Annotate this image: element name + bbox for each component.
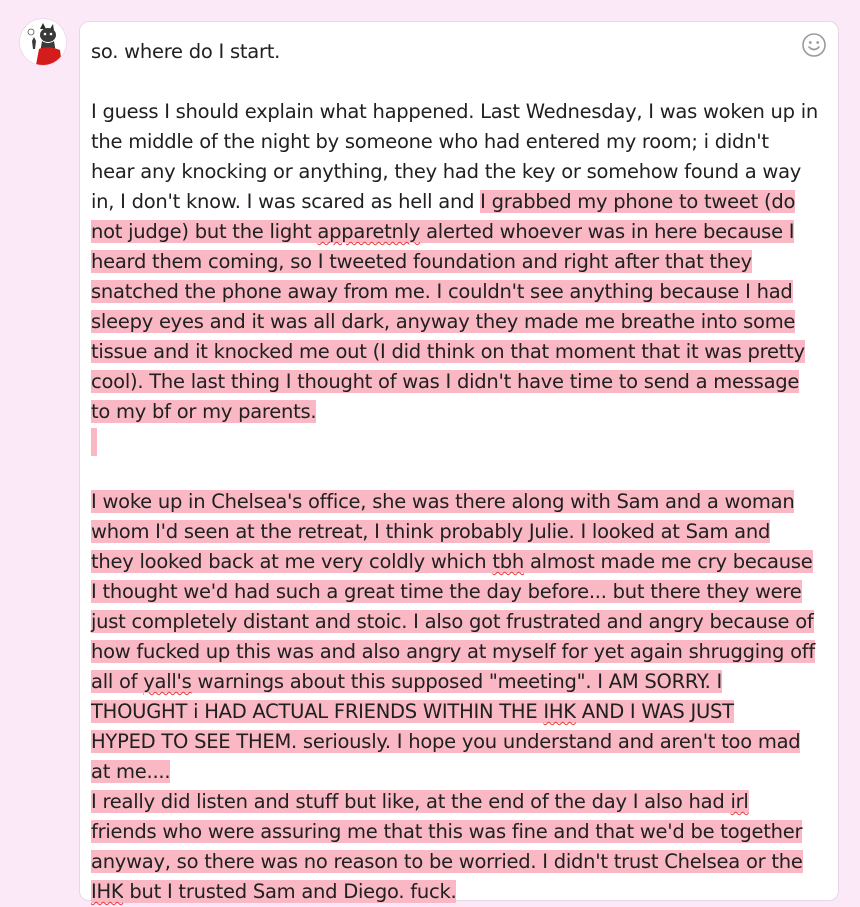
text-line [91,757,803,787]
highlighted-text: AND I WAS JUST [575,700,734,723]
text-line [91,427,803,457]
text-line [91,487,803,517]
misspelled-word: IHK [91,880,124,903]
post-body[interactable] [91,37,818,907]
highlighted-text: not judge) but the light [91,220,318,243]
misspelled-word: irl [730,790,749,813]
highlighted-text: HYPED TO SEE THEM. seriously. I hope you understand and aren't too mad [91,730,801,753]
text-line [91,697,803,727]
misspelled-word: tbh [492,550,525,573]
text-line [91,877,803,907]
highlighted-blank-line [91,428,97,456]
text-line [91,97,818,127]
text-line [91,667,803,697]
highlighted-text: sleepy eyes and it was all dark, anyway they made me breathe into some [91,310,796,333]
text-line [91,337,803,367]
text-line [91,607,814,637]
highlighted-text: to my bf or my parents. [91,400,317,423]
text-segment: so. where do I start. [91,40,281,63]
text-line [91,37,803,67]
highlighted-text: snatched the phone away from me. I couldn't see anything because I had [91,280,793,303]
text-line [91,187,803,217]
text-line [91,577,803,607]
highlighted-text: cool). The last thing I thought of was I didn't have time to send a message [91,370,800,393]
highlighted-text: whom I'd seen at the retreat, I think probably Julie. I looked at Sam and [91,520,771,543]
text-line [91,247,803,277]
highlighted-text: they looked back at me very coldly which [91,550,493,573]
highlighted-text: anyway, so there was no reason to be worried. I didn't trust Chelsea or the [91,850,803,873]
text-line [91,517,803,547]
text-line [91,397,803,427]
highlighted-text: all of [91,670,144,693]
text-line [91,547,813,577]
highlighted-text: tissue and it knocked me out (I did think on that moment that it was pretty [91,340,805,363]
misspelled-word: IHK [543,700,576,723]
text-segment: hear any knocking or anything, they had the key or somehow found a way [91,160,802,183]
misspelled-word: apparetnly [317,220,421,243]
text-line [91,727,803,757]
text-line [91,637,816,667]
post-card [79,21,839,901]
highlighted-text: I really did listen and stuff but like, at the end of the day I also had [91,790,731,813]
highlighted-text: heard them coming, so I tweeted foundation and right after that they [91,250,752,273]
text-line [91,67,803,97]
highlighted-text: at me.... [91,760,171,783]
text-line [91,217,803,247]
highlighted-text: THOUGHT i HAD ACTUAL FRIENDS WITHIN THE [91,700,544,723]
text-segment: in, I don't know. I was scared as hell and [91,190,481,213]
text-line [91,307,803,337]
highlighted-text: but I trusted Sam and Diego. fuck. [123,880,457,903]
highlighted-text: I thought we'd had such a great time the day before... but there they were [91,580,802,603]
highlighted-text: friends who were assuring me that this was fine and that we'd be together [91,820,803,843]
text-line [91,277,803,307]
avatar-image [20,19,66,65]
text-line [91,847,803,877]
highlighted-text: almost made me cry because [524,550,813,573]
highlighted-text: warnings about this supposed "meeting". I AM SORRY. I [191,670,723,693]
highlighted-text: I woke up in Chelsea's office, she was there along with Sam and a woman [91,490,795,513]
highlighted-text: just completely distant and stoic. I also got frustrated and angry because of [91,610,814,633]
text-line [91,817,803,847]
text-line [91,367,803,397]
text-line [91,157,803,187]
highlighted-text: how fucked up this was and also angry at myself for yet again shrugging off [91,640,816,663]
text-line [91,787,803,817]
text-line [91,457,803,487]
text-line [91,127,803,157]
text-segment: I guess I should explain what happened. Last Wednesday, I was woken up in [91,100,818,123]
highlighted-text: I grabbed my phone to tweet (do [480,190,796,213]
text-segment: the middle of the night by someone who had entered my room; i didn't [91,130,769,153]
smiley-reaction-icon[interactable] [801,32,827,58]
misspelled-word: yall's [143,670,192,693]
avatar[interactable] [20,19,66,65]
highlighted-text: alerted whoever was in here because I [420,220,795,243]
